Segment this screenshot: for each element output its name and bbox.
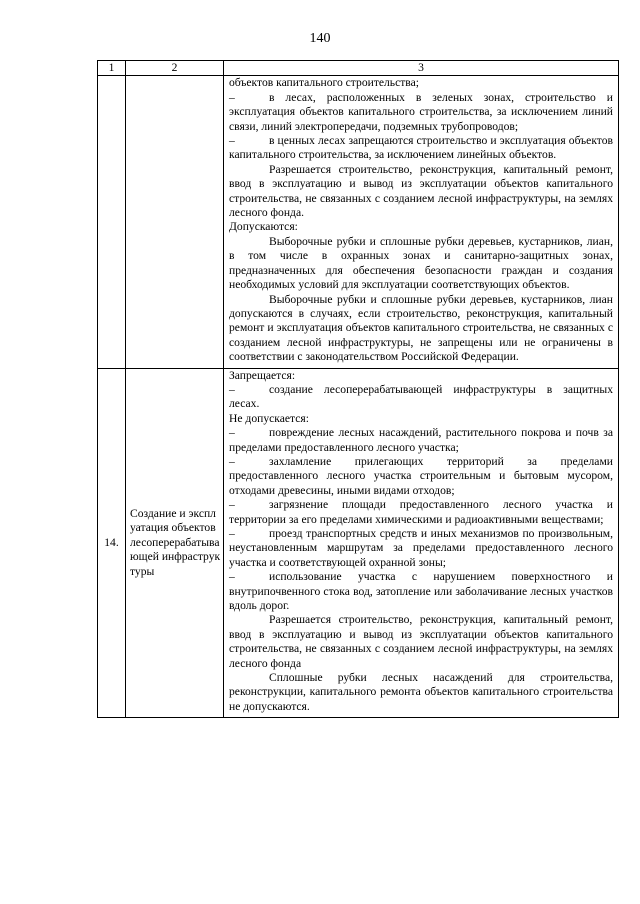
paragraph-text: использование участка с нарушением поверхностного и внутрипочвенного стока вод, затопление или заболачивание лесных участков вдоль дорог. <box>229 570 613 613</box>
paragraph-text: Запрещается: <box>229 368 296 382</box>
list-dash: – <box>229 498 235 512</box>
paragraph <box>229 220 613 234</box>
paragraph <box>229 426 613 455</box>
paragraph <box>229 671 613 714</box>
paragraph-text: Выборочные рубки и сплошные рубки деревьев, кустарников, лиан, в том числе в охранных зонах и санитарно-защитных зонах, предназначенных для обеспечения безопасности граждан и создания необходимых условий для эксплуатации соответствующих объектов. <box>229 234 613 292</box>
paragraph-text: Выборочные рубки и сплошные рубки деревьев, кустарников, лиан допускаются в случаях, если строительство, реконструкция, капитальный ремонт и эксплуатация объектов капитального строительства, не связанных с созданием лесной инфраструктуры, не запрещены или не ограничены в соответствии с законодательством Российской Федерации. <box>229 292 613 364</box>
regulation-table <box>97 60 619 718</box>
paragraph <box>229 369 613 383</box>
list-dash: – <box>229 134 235 148</box>
paragraph <box>229 570 613 613</box>
paragraph <box>229 134 613 163</box>
paragraph-text: создание лесоперерабатывающей инфраструктуры в защитных лесах. <box>229 382 613 411</box>
list-dash: – <box>229 527 235 540</box>
paragraph <box>229 613 613 671</box>
row-number-cell <box>98 76 126 368</box>
list-dash: – <box>229 382 235 396</box>
list-dash: – <box>229 90 235 104</box>
table-row-continued <box>98 76 619 368</box>
paragraph <box>229 91 613 134</box>
row-text-cell <box>224 368 619 718</box>
paragraph <box>229 383 613 412</box>
table-row-14 <box>98 368 619 718</box>
header-col-1: 1 <box>98 61 126 76</box>
paragraph <box>229 163 613 221</box>
paragraph-text: в лесах, расположенных в зеленых зонах, строительство и эксплуатация объектов капитального строительства, за исключением линий связи, линий электропередачи, подземных трубопроводов; <box>229 90 613 133</box>
table-header-row <box>98 61 619 76</box>
row-number-cell: 14. <box>98 368 126 718</box>
list-dash: – <box>229 570 235 584</box>
paragraph-text: Не допускается: <box>229 411 309 425</box>
paragraph-text: Разрешается строительство, реконструкция, капитальный ремонт, ввод в эксплуатацию и вывод из эксплуатации объектов капитального строительства, не связанных с созданием лесной инфраструктуры, на землях лесного фонда. <box>229 162 613 220</box>
paragraph <box>229 412 613 426</box>
paragraph-text: проезд транспортных средств и иных механизмов по произвольным, неустановленным маршрутам за пределами предоставленного лесного участка и соответствующей охранной зоны; <box>229 527 613 569</box>
page-number: 140 <box>309 31 331 46</box>
paragraph-text: Сплошные рубки лесных насаждений для строительства, реконструкции, капитального ремонта объектов капитального строительства не допускаются. <box>229 671 613 713</box>
paragraph-text: Допускаются: <box>229 220 298 234</box>
paragraph-text: захламление прилегающих территорий за пределами предоставленного лесного участка строительным и бытовым мусором, отходами древесины, иными видами отходов; <box>229 454 613 497</box>
paragraph-text: повреждение лесных насаждений, растительного покрова и почв за пределами предоставленного лесного участка; <box>229 426 613 454</box>
paragraph-text: Разрешается строительство, реконструкция, капитальный ремонт, ввод в эксплуатацию и вывод из эксплуатации объектов капитального строительства, не связанных с созданием лесной инфраструктуры, на землях лесного фонда <box>229 613 613 670</box>
row-name-cell <box>126 76 224 368</box>
paragraph <box>229 498 613 527</box>
paragraph-text: загрязнение площади предоставленного лесного участка и территории за его пределами химическими и радиоактивными веществами; <box>229 498 613 526</box>
paragraph <box>229 455 613 498</box>
row-name-cell: Создание и эксплуатация объектов лесоперерабатывающей инфраструктуры <box>126 368 224 718</box>
header-col-2: 2 <box>126 61 224 76</box>
paragraph <box>229 76 613 90</box>
list-dash: – <box>229 454 235 468</box>
paragraph <box>229 235 613 293</box>
paragraph <box>229 293 613 365</box>
paragraph-text: в ценных лесах запрещаются строительство и эксплуатация объектов капитального строительства, за исключением линейных объектов. <box>229 134 613 162</box>
paragraph-text: объектов капитального строительства; <box>229 76 420 90</box>
header-col-3: 3 <box>224 61 619 76</box>
paragraph <box>229 527 613 570</box>
list-dash: – <box>229 426 235 440</box>
row-text-cell <box>224 76 619 368</box>
